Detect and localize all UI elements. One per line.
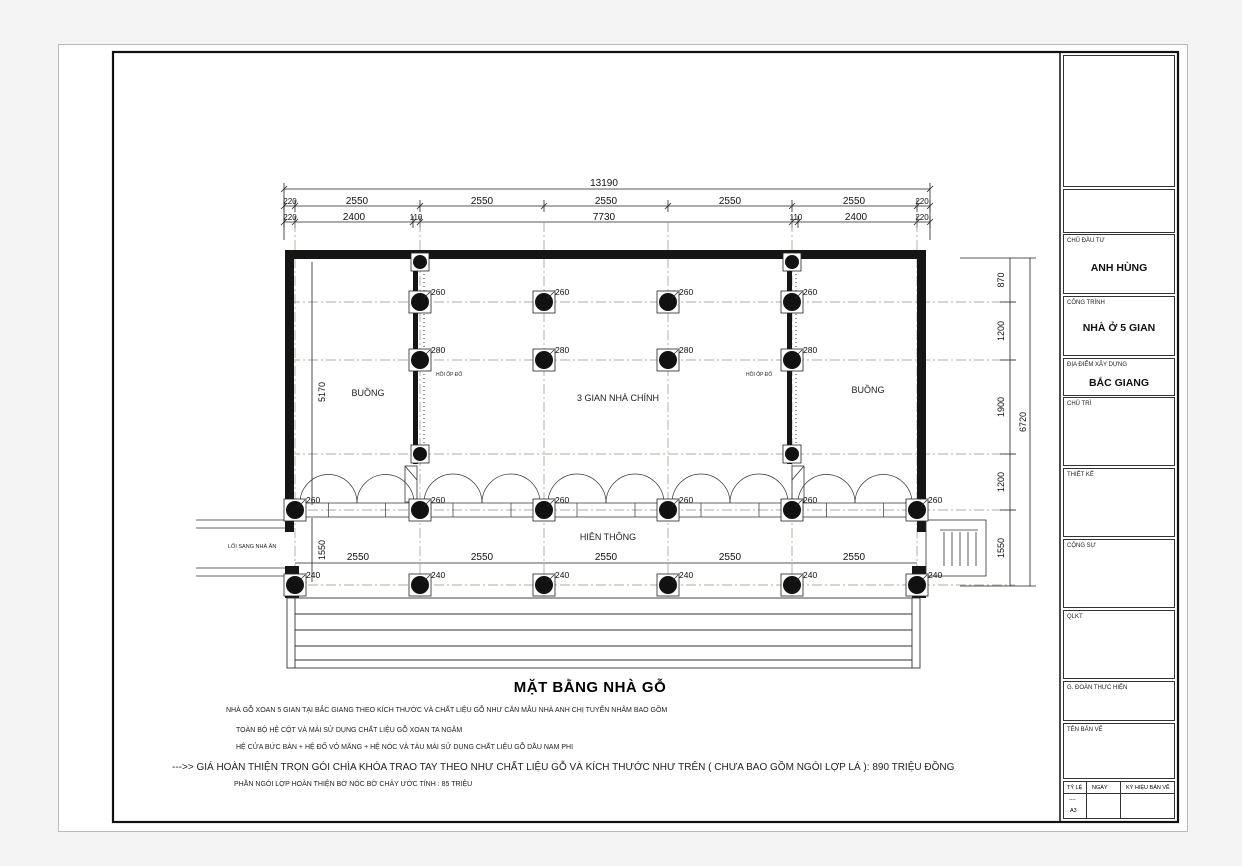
tb-project — [1063, 296, 1175, 356]
column-size-label: 240 — [679, 570, 694, 580]
right-dim-label: 1200 — [996, 471, 1006, 493]
tb-footer — [1063, 781, 1175, 819]
tb-footer-col2 — [1120, 782, 1121, 818]
tb-collab — [1063, 539, 1175, 608]
right-dim-label: 1550 — [996, 537, 1006, 559]
wall-left — [285, 250, 294, 532]
dim-row1-label: 220 — [915, 197, 929, 206]
tb-scale-label: TỶ LỆ — [1067, 785, 1083, 791]
door-swing-arc — [606, 474, 664, 503]
column-size-label: 280 — [555, 345, 570, 355]
dim-row1-label: 220 — [283, 197, 297, 206]
tb-location — [1063, 358, 1175, 396]
front-span-label: 2550 — [346, 552, 370, 563]
front-span-label: 2550 — [718, 552, 742, 563]
grid-lines — [290, 222, 1015, 600]
note-line-5: PHẦN NGÓI LỢP HOÀN THIỆN BỜ NÓC BỜ CHẢY ƯỚC TÍNH : 85 TRIỆU — [234, 781, 473, 788]
front-span-label: 2550 — [594, 552, 618, 563]
column-size-label: 240 — [803, 570, 818, 580]
column — [785, 255, 799, 269]
wall-top — [285, 250, 926, 259]
dim-row1 — [283, 196, 929, 207]
dim-row1-label: 2550 — [842, 196, 866, 207]
dim-row1-label: 2550 — [470, 196, 494, 207]
dim-row2-label: 2400 — [342, 212, 366, 223]
front-steps — [287, 598, 920, 668]
front-span-label: 2550 — [470, 552, 494, 563]
dim-row2-label: 110 — [789, 213, 803, 222]
right-stairs — [926, 520, 986, 576]
column-size-label: 240 — [431, 570, 446, 580]
tb-project-label: CÔNG TRÌNH — [1067, 300, 1105, 306]
dim-row2-label: 220 — [915, 213, 929, 222]
column-size-label: 260 — [803, 287, 818, 297]
door-swing-arc — [357, 474, 414, 503]
dim-row2 — [283, 212, 929, 223]
dim-row2-label: 7730 — [592, 212, 616, 223]
right-dim-label: 1900 — [996, 396, 1006, 418]
tb-chief-label: CHỦ TRÌ — [1067, 401, 1092, 407]
column-size-label: 260 — [306, 495, 321, 505]
right-dim-label: 870 — [996, 272, 1006, 288]
room-label-right: BUỒNG — [851, 385, 885, 395]
tb-qlkt — [1063, 610, 1175, 679]
column-size-label: 260 — [679, 287, 694, 297]
dim-row1-label: 2550 — [594, 196, 618, 207]
note-line-3: HỆ CỬA BỨC BÀN + HỆ ĐỐ VỎ MĂNG + HỆ NÓC VÀ TÀU MÁI SỬ DỤNG CHẤT LIỆU GỖ DẦU NAM PHI — [236, 744, 574, 751]
tb-footer-col1 — [1086, 782, 1087, 818]
dim-left-inner-depth: 5170 — [317, 381, 327, 403]
tb-paper-size: A3 — [1070, 808, 1077, 814]
tb-owner-value: ANH HÙNG — [1090, 262, 1148, 274]
column-size-label: 280 — [431, 345, 446, 355]
dim-row1-label: 2550 — [345, 196, 369, 207]
tb-design-label: THIẾT KẾ — [1067, 472, 1094, 478]
tb-design — [1063, 468, 1175, 537]
tb-date-label: NGÀY — [1092, 785, 1108, 791]
column — [413, 447, 427, 461]
tb-owner-label: CHỦ ĐẦU TƯ — [1067, 238, 1105, 244]
tb-blank-box — [1063, 189, 1175, 233]
column-size-label: 240 — [555, 570, 570, 580]
dim-row2-label: 220 — [283, 213, 297, 222]
tb-project-value: NHÀ Ở 5 GIAN — [1082, 322, 1156, 334]
column-size-label: 280 — [803, 345, 818, 355]
tb-sheet-name — [1063, 723, 1175, 779]
tb-qlkt-label: QLKT — [1067, 614, 1083, 620]
note-line-1: NHÀ GỖ XOAN 5 GIAN TẠI BẮC GIANG THEO KÍCH THƯỚC VÀ CHẤT LIỆU GỖ NHƯ CĂN MẪU NHÀ ANH CHỊ TUYỂN NHÂM BAO GỒM — [226, 707, 668, 714]
altar-label-left: HỒI ỐP ĐỐ — [436, 372, 463, 378]
room-label-left: BUỒNG — [351, 388, 385, 398]
column — [413, 255, 427, 269]
column-size-label: 280 — [679, 345, 694, 355]
column-size-label: 260 — [679, 495, 694, 505]
right-dim-texts — [996, 272, 1028, 558]
dim-row2-label: 110 — [409, 213, 423, 222]
tb-location-value: BẮC GIANG — [1088, 377, 1150, 389]
column-size-label: 260 — [803, 495, 818, 505]
tb-collab-label: CỘNG SỰ — [1067, 543, 1096, 549]
column-size-label: 260 — [555, 495, 570, 505]
right-dim-label: 1200 — [996, 320, 1006, 342]
front-span-label: 2550 — [842, 552, 866, 563]
column-size-label: 260 — [555, 287, 570, 297]
column-size-label: 260 — [431, 287, 446, 297]
side-passage-label: LỐI SANG NHÀ ĂN — [228, 544, 277, 550]
dim-overall-width: 13190 — [590, 178, 618, 189]
tb-team — [1063, 681, 1175, 721]
door-swing-arc — [730, 474, 788, 503]
tb-scale-value: ---- — [1069, 797, 1076, 803]
dim-overall-depth: 6720 — [1018, 411, 1028, 433]
column-size-label: 240 — [306, 570, 321, 580]
room-label-main: 3 GIAN NHÀ CHÍNH — [576, 393, 660, 403]
column-size-label: 260 — [431, 495, 446, 505]
note-line-2: TOÀN BỘ HỆ CỘT VÀ MÁI SỬ DỤNG CHẤT LIỆU GỖ XOAN TA NGÂM — [236, 727, 463, 734]
tb-team-label: G. ĐOÀN THỰC HIỆN — [1067, 685, 1128, 691]
column-size-label: 240 — [928, 570, 943, 580]
tb-owner — [1063, 234, 1175, 294]
tb-location-label: ĐỊA ĐIỂM XÂY DỰNG — [1067, 362, 1128, 368]
tb-sheet-name-label: TÊN BẢN VẼ — [1067, 727, 1103, 733]
dim-row2-label: 2400 — [844, 212, 868, 223]
front-dim-texts — [347, 552, 866, 563]
tb-chief — [1063, 397, 1175, 466]
tb-footer-divider — [1064, 793, 1174, 794]
column — [785, 447, 799, 461]
dim-veranda-depth: 1550 — [317, 539, 327, 561]
door-swing-arc — [482, 474, 540, 503]
tb-sheet-code-label: KÝ HIỆU BẢN VẼ — [1126, 785, 1170, 791]
column-size-label: 260 — [928, 495, 943, 505]
columns — [284, 253, 942, 596]
note-price: --->> GIÁ HOÀN THIỆN TRỌN GÓI CHÌA KHÓA TRAO TAY THEO NHƯ CHẤT LIỆU GỖ VÀ KÍCH THƯỚC NHƯ TRÊN ( CHƯA BAO GỒM NGÓI LỢP LÁ ): 890 TRIỆU ĐỒNG — [172, 762, 955, 773]
dim-row1-label: 2550 — [718, 196, 742, 207]
room-label-veranda: HIÊN THÔNG — [579, 532, 637, 542]
wall-right — [917, 250, 926, 532]
door-swing-arc — [855, 474, 912, 503]
tb-logo-box — [1063, 55, 1175, 187]
altar-label-right: HỒI ỐP ĐỐ — [746, 372, 773, 378]
door-arcs — [300, 474, 912, 517]
plan-title: MẶT BẰNG NHÀ GỖ — [513, 679, 667, 696]
